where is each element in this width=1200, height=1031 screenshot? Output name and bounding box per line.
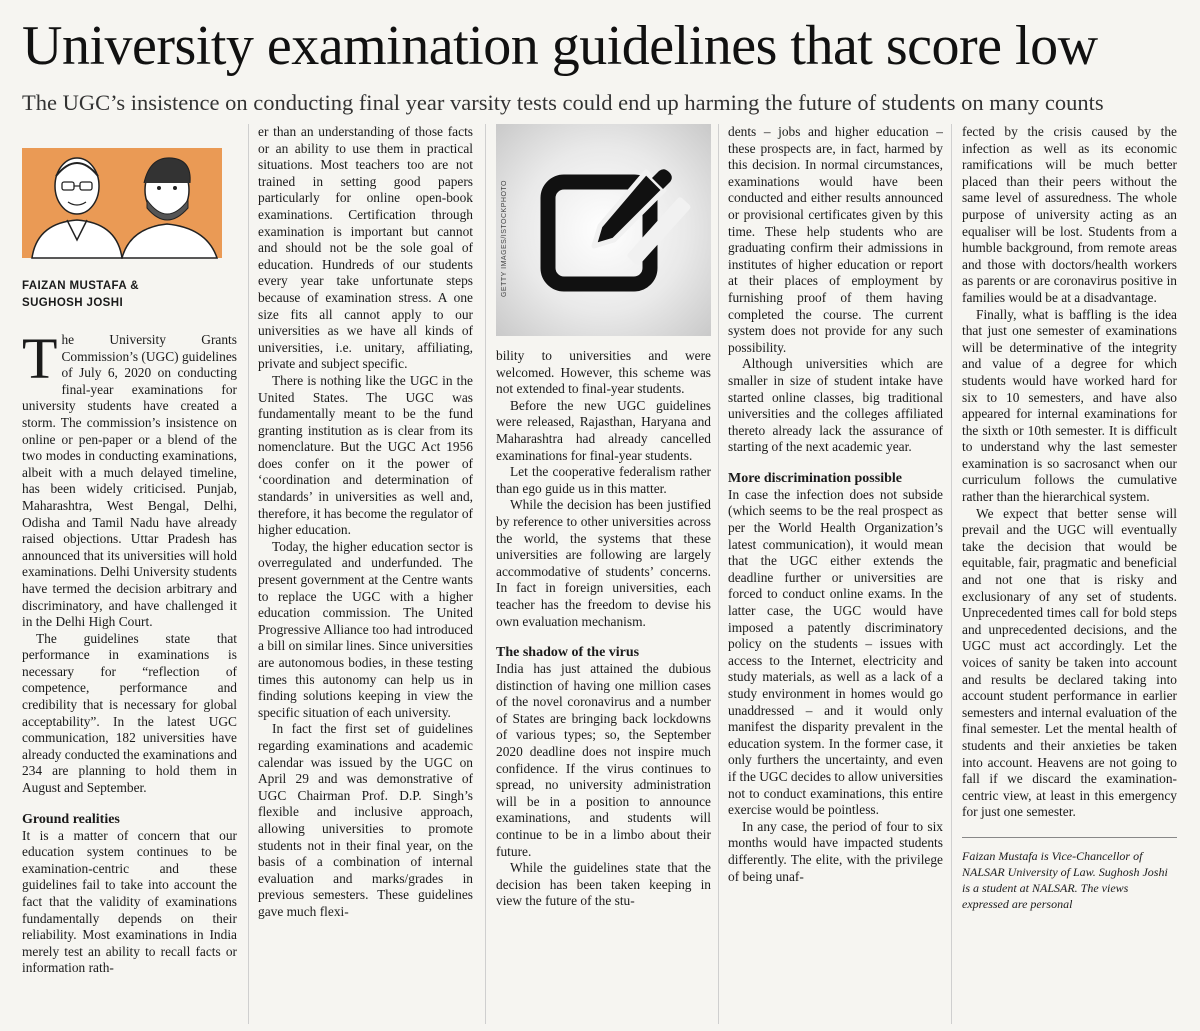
paragraph: There is nothing like the UGC in the United States. The UGC was fundamentally meant to be the fund granting institution as is clear from its nomenclature. But the UGC Act 1956 does confer on it the power of ‘coordination and determination of standards’ in universities as well and, therefore, it has become the regulator of higher education. [258,372,473,538]
paragraph: Finally, what is baffling is the idea that just one semester of examinations will be determinative of the integrity and value of a degree for which students would have worked hard for six to 10 semesters, and have also appeared for internal examinations for the sixth or 10th semester. It is difficult to understand why the last semester examination is so sacrosanct when our curriculum follows the cumulative rather than the hierarchical system. [962,306,1177,505]
byline-author-1: FAIZAN MUSTAFA & [22,280,139,292]
paragraph: fected by the crisis caused by the infection as well as its economic ramifications will be much better placed than their peers without the same level of assuredness. The whole purpose of university acting as an equaliser will be lost. Students from a humble background, from remote areas and those with doctors/health workers as parents or are coronavirus positive in families would be at a disadvantage. [962,124,1177,305]
paragraph: Although universities which are smaller in size of student intake have started online classes, big traditional universities and the colleges affiliated thereto already lack the assurance of starting of the next academic year. [728,356,943,455]
edit-square-icon [496,124,711,336]
paragraph: The University Grants Commission’s (UGC) guidelines of July 6, 2020 on conducting final-year examinations for university students have created a storm. The commission’s insistence on online or pen-paper or a blend of the two modes in conducting examinations, albeit with a much delayed timeline, has been widely criticised. Punjab, Maharashtra, West Bengal, Delhi, Odisha and Tamil Nadu have already raised objections. Uttar Pradesh has announced that its universities will hold examinations. Delhi University students have termed the decision arbitrary and discriminatory, and have challenged it in the Delhi High Court. [22,326,237,630]
column-2 [258,124,473,921]
paragraph: In case the infection does not subside (which seems to be the real prospect as per the World Health Organization’s latest communication), it would mean that the UGC either extends the deadline further or universities are forced to conduct online exams. In the latter case, the UGC would have imposed a patently discriminatory policy on the students – issues with access to the Internet, electricity and study materials, as well as a lack of a study environment in homes would go unaddressed – and it would only manifest the disparity prevalent in the education system. In the former case, it only furthers the uncertainty, and even if the UGC decides to allow universities not to conduct examinations, this entire exercise would be pointless. [728,486,943,818]
column-1 [22,124,237,977]
paragraph: Today, the higher education sector is overregulated and underfunded. The present government at the Centre wants to replace the UGC with a higher education commission. The United Progressive Alliance too had introduced a bill on similar lines. Since universities are autonomous bodies, in these testing times this autonomy can help us in finding solutions keeping in view the specific situation of each university. [258,538,473,720]
column-3 [496,124,711,1024]
paragraph: While the guidelines state that the decision has been taken keeping in view the future of the stu- [496,860,711,909]
author-portraits [22,124,237,278]
column-divider [485,124,486,1024]
headline: University examination guidelines that score low [22,15,1098,77]
photo-credit: GETTY IMAGES/ISTOCKPHOTO [501,180,508,298]
paragraph: er than an understanding of those facts or an ability to use them in practical situations. Most teachers too are not trained in setting good papers particularly for online open-book examinations. Certification through examination is important but cannot and should not be the sole goal of education. Hundreds of our students every year take unfortunate steps because of examination stress. A one size fits all cannot apply to our universities as we have all kinds of universities, i.e. unitary, affiliating, private and subject specific. [258,124,473,372]
author-sketch-icon [22,128,222,278]
subheading-shadow-of-virus: The shadow of the virus [496,645,640,661]
byline-author-2: SUGHOSH JOSHI [22,297,124,309]
paragraph: It is a matter of concern that our education system continues to be examination-centric and these guidelines fail to take into account the fact that the validity of examinations fundamentally depends on their reliability. Most examinations in India merely test an ability to recall facts or information rath- [22,827,237,976]
paragraph: India has just attained the dubious distinction of having one million cases of the novel coronavirus and a number of States are bringing back lockdowns of various types; so, the September 2020 deadline does not inspire much confidence. If the virus continues to spread, no university administration will be in a position to announce examinations, and students will continue to be in a limbo about their future. [496,661,711,859]
paragraph: In any case, the period of four to six months would have impacted students differently. The elite, with the privilege of being unaf- [728,818,943,884]
author-bio: Faizan Mustafa is Vice-Chancellor of NALSAR University of Law. Sughosh Joshi is a student at NALSAR. The views expressed are personal [962,837,1177,912]
paragraph: dents – jobs and higher education – these prospects are, in fact, harmed by this decision. In normal circumstances, examinations would have been conducted and either results announced or provisional certificates given by this time. These help students who are graduating confirm their admissions in institutes of higher education or report at their places of employment by furnishing proof of them having completed the course. The current system does not provide for any such possibility. [728,124,943,355]
byline [22,278,237,312]
column-divider [718,124,719,1024]
paragraph: We expect that better sense will prevail and the UGC will eventually take the decision that would be equitable, fair, pragmatic and beneficial and not one that is risky and exclusionary of any set of students. Unprecedented times call for bold steps and unprecedented decisions, and the UGC must act accordingly. Let the voices of sanity be taken into account and results be declared taking into account student performance in earlier semesters and internal evaluation of the final semester. Let the mental health of students and their anxieties be taken into account. Heavens are not going to fall if we discard the examination-centric view, at least in this emergency for just one semester. [962,505,1177,820]
article-photo [496,124,711,336]
dropcap: T [22,326,58,391]
standfirst: The UGC’s insistence on conducting final year varsity tests could end up harming the future of students on many counts [22,90,1104,115]
paragraph: The guidelines state that performance in examinations is necessary for “reflection of competence, performance and credibility that is necessary for global acceptability”. In the latest UGC communication, 182 universities have already conducted the examinations and 234 are planning to hold them in August and September. [22,630,237,796]
paragraph: Let the cooperative federalism rather than ego guide us in this matter. [496,464,711,496]
paragraph: In fact the first set of guidelines regarding examinations and academic calendar was issued by the UGC on April 29 and was demonstrative of UGC Chairman Prof. D.P. Singh’s flexible and inclusive approach, allowing universities to promote students not in their final year, on the basis of a combination of internal evaluation and marks/grades in previous semesters. These guidelines gave much flexi- [258,721,473,919]
subheading-ground-realities: Ground realities [22,811,120,827]
subheading-more-discrimination: More discrimination possible [728,470,902,486]
column-4 [728,124,943,885]
paragraph: Before the new UGC guidelines were released, Rajasthan, Haryana and Maharashtra had already cancelled examinations for final-year students. [496,397,711,463]
column-divider [951,124,952,1024]
paragraph: bility to universities and were welcomed. However, this scheme was not extended to final-year students. [496,348,711,397]
column-divider [248,124,249,1024]
paragraph: While the decision has been justified by reference to other universities across the world, the systems that these universities are following are largely accommodative of students’ concerns. In fact in foreign universities, each teacher has the freedom to devise his own evaluation mechanism. [496,497,711,629]
column-5 [962,124,1177,912]
